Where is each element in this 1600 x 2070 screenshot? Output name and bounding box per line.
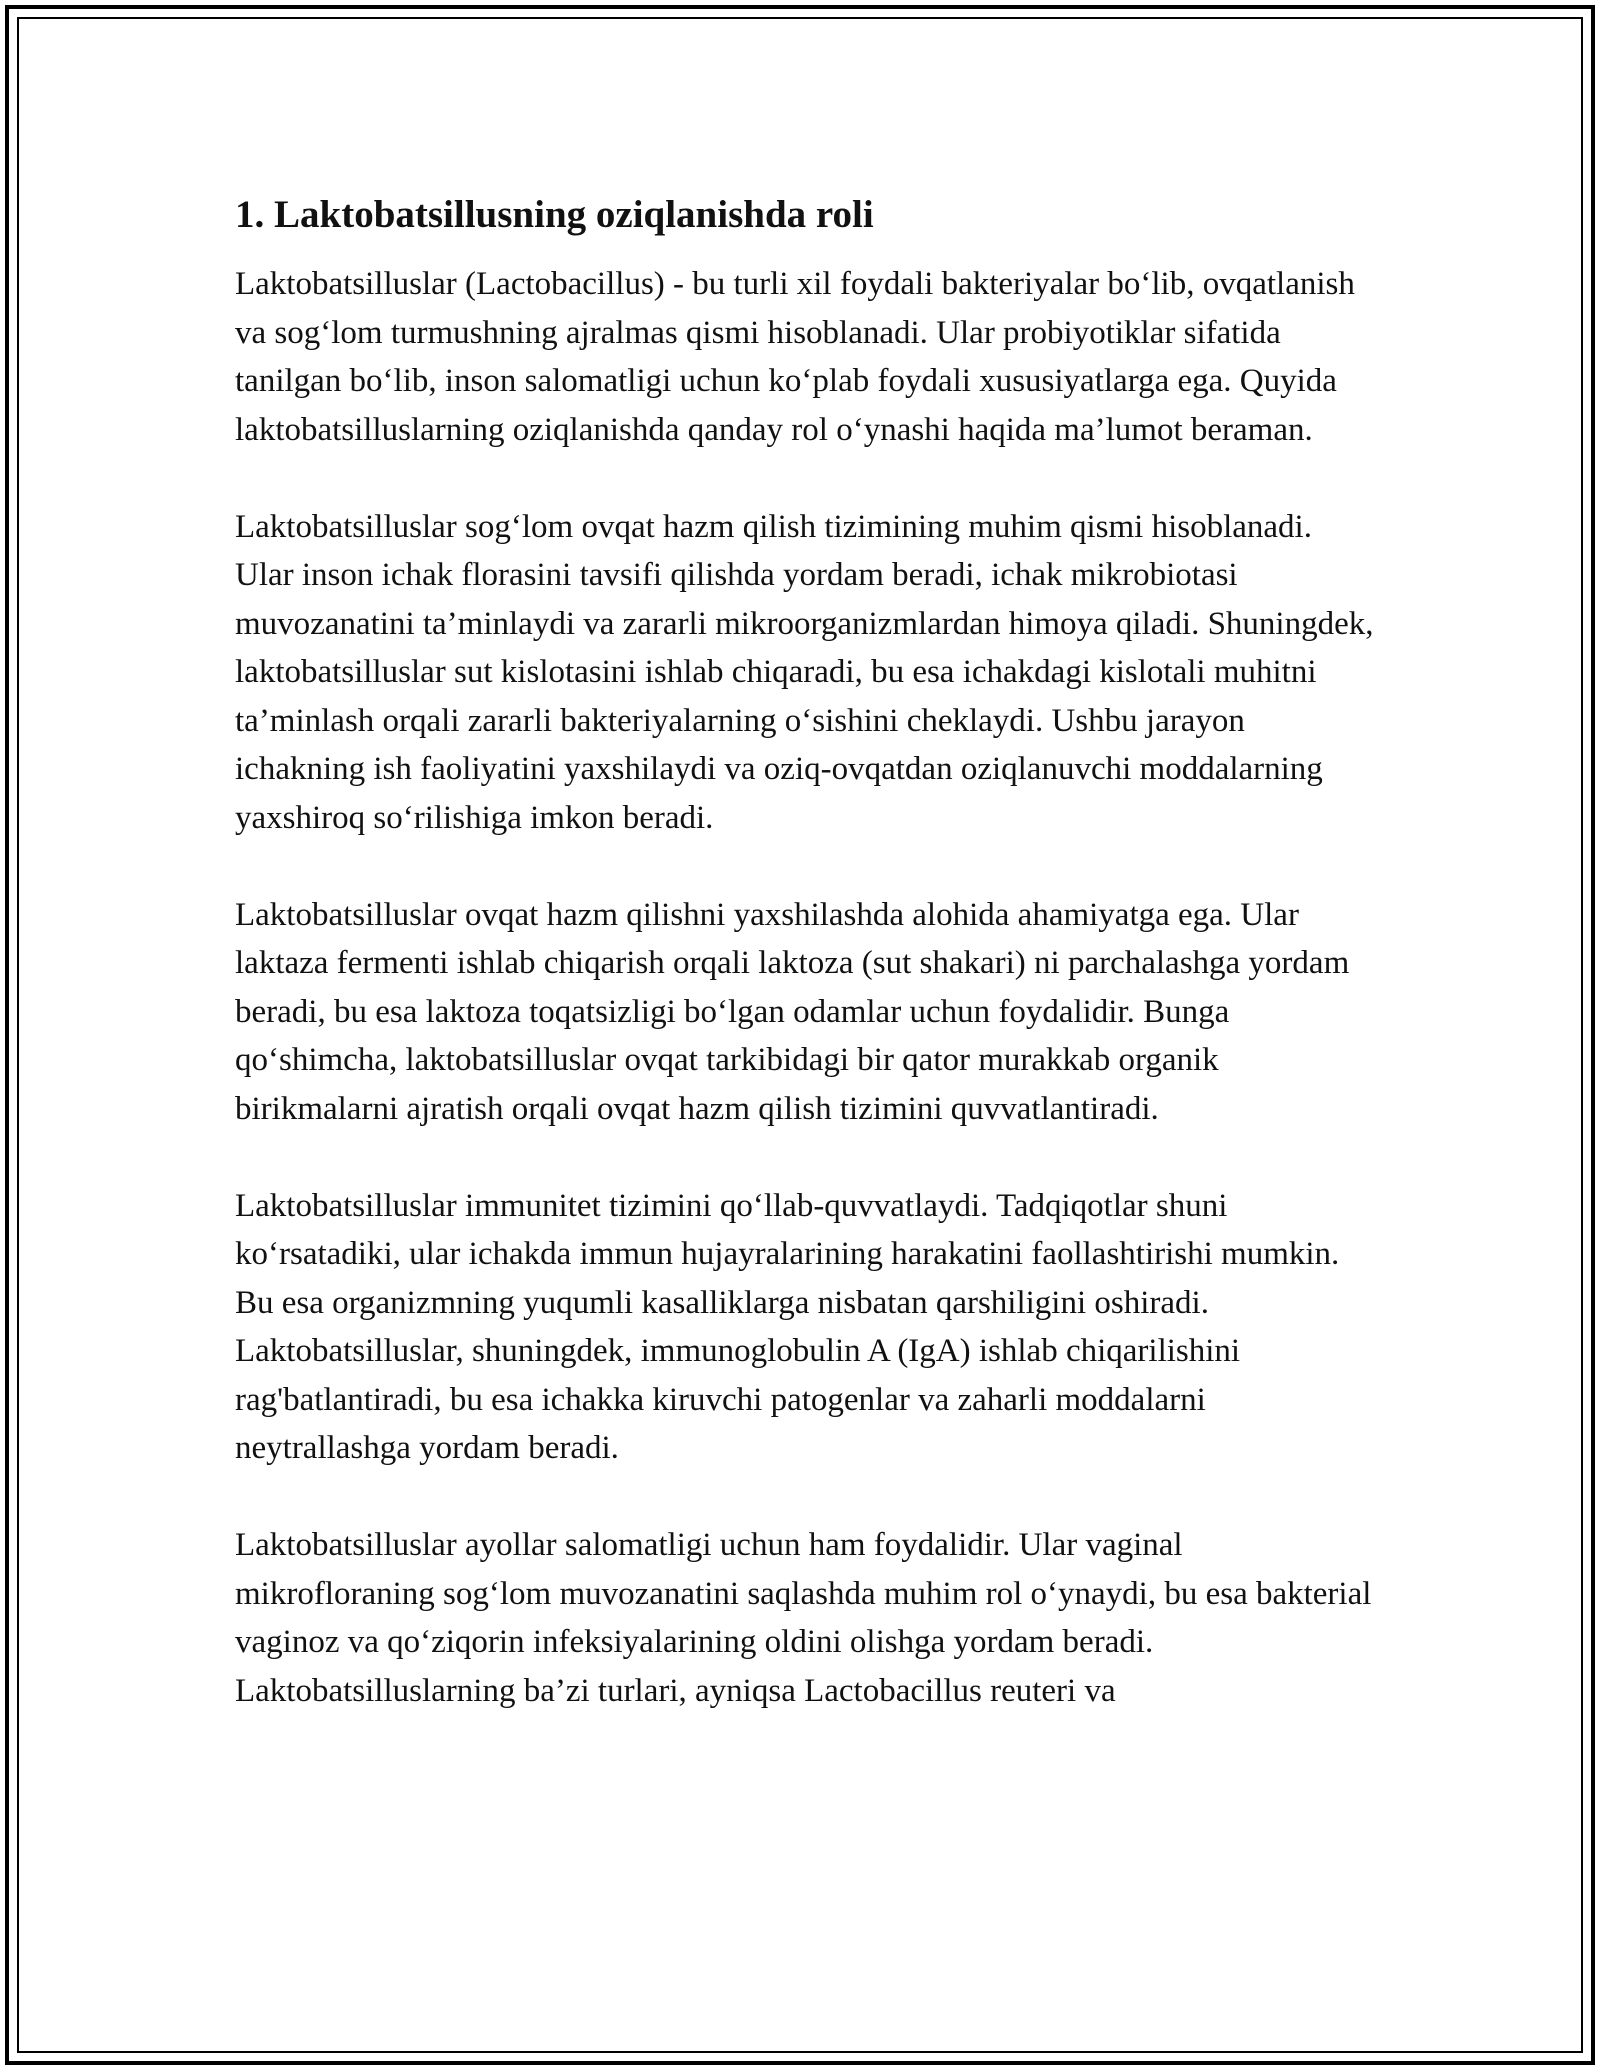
paragraph-womens-health: Laktobatsilluslar ayollar salomatligi uchun ham foydalidir. Ular vaginal mikrofloraning sog‘lom muvozanatini saqlashda muhim rol o‘ynaydi, bu esa bakterial vaginoz va qo‘ziqorin infeksiyalarining oldini olishga yordam beradi. Laktobatsilluslarning ba’zi turlari, ayniqsa Lactobacillus reuteri va — [235, 1527, 1372, 1709]
document-body — [235, 190, 1375, 1764]
paragraph-digestion: Laktobatsilluslar ovqat hazm qilishni yaxshilashda alohida ahamiyatga ega. Ular laktaza fermenti ishlab chiqarish orqali laktoza (sut shakari) ni parchalashga yordam beradi, bu esa laktoza toqatsizligi bo‘lgan odamlar uchun foydalidir. Bunga qo‘shimcha, laktobatsilluslar ovqat tarkibidagi bir qator murakkab organik birikmalarni ajratish orqali ovqat hazm qilish tizimini quvvatlantiradi. — [235, 896, 1350, 1127]
paragraph-digestive-system: Laktobatsilluslar sog‘lom ovqat hazm qilish tizimining muhim qismi hisoblanadi. Ular inson ichak florasini tavsifi qilishda yordam beradi, ichak mikrobiotasi muvozanatini ta’minlaydi va zararli mikroorganizmlardan himoya qiladi. Shuningdek, laktobatsilluslar sut kislotasini ishlab chiqaradi, bu esa ichakdagi kislotali muhitni ta’minlash orqali zararli bakteriyalarning o‘sishini cheklaydi. Ushbu jarayon ichakning ish faoliyatini yaxshilaydi va oziq-ovqatdan oziqlanuvchi moddalarning yaxshiroq so‘rilishiga imkon beradi. — [235, 508, 1374, 836]
section-heading: 1. Laktobatsillusning oziqlanishda roli — [235, 193, 874, 236]
paragraph-intro: Laktobatsilluslar (Lactobacillus) - bu turli xil foydali bakteriyalar bo‘lib, ovqatlanish va sog‘lom turmushning ajralmas qismi hisoblanadi. Ular probiyotiklar sifatida tanilgan bo‘lib, inson salomatligi uchun ko‘plab foydali xususiyatlarga ega. Quyida laktobatsilluslarning oziqlanishda qanday rol o‘ynashi haqida ma’lumot beraman. — [235, 266, 1355, 448]
paragraph-immunity: Laktobatsilluslar immunitet tizimini qo‘llab-quvvatlaydi. Tadqiqotlar shuni ko‘rsatadiki, ular ichakda immun hujayralarining harakatini faollashtirishi mumkin. Bu esa organizmning yuqumli kasalliklarga nisbatan qarshiligini oshiradi. Laktobatsilluslar, shuningdek, immunoglobulin A (IgA) ishlab chiqarilishini rag'batlantiradi, bu esa ichakka kiruvchi patogenlar va zaharli moddalarni neytrallashga yordam beradi. — [235, 1187, 1340, 1466]
